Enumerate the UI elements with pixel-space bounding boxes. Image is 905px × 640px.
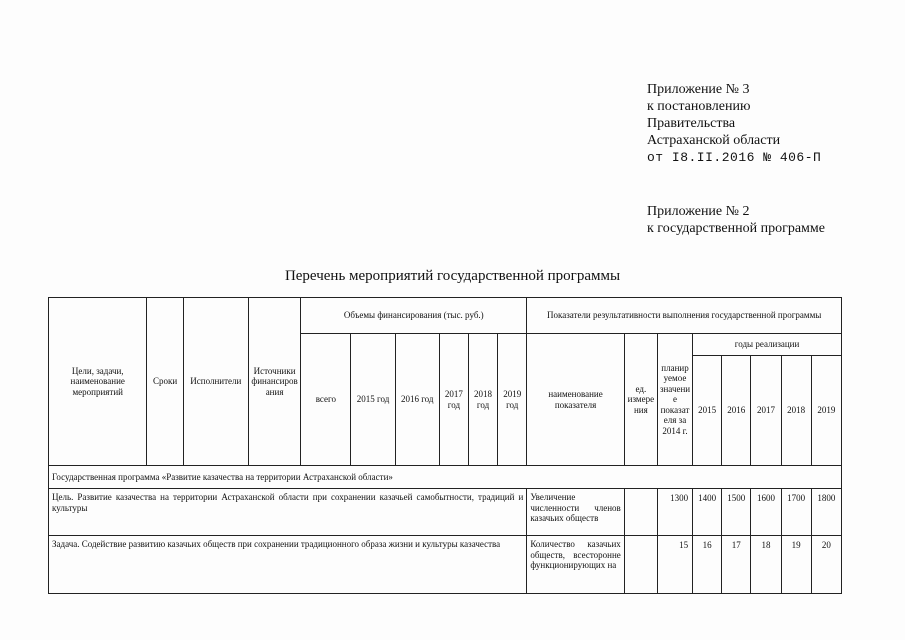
appendix-2-title: Приложение № 2 bbox=[647, 204, 750, 219]
appendix-3-line: к постановлению bbox=[647, 99, 751, 114]
measures-table bbox=[48, 297, 842, 594]
appendix-2-header bbox=[647, 203, 825, 237]
header-indicator-name: наименование показателя bbox=[527, 334, 624, 466]
header-col-2015: 2015 bbox=[693, 356, 722, 466]
header-planned-2014: планируемое значение показателя за 2014 г. bbox=[657, 334, 692, 466]
header-unit: ед. измерения bbox=[624, 334, 657, 466]
header-year-2015: 2015 год bbox=[351, 334, 395, 466]
header-year-2017: 2017 год bbox=[439, 334, 468, 466]
program-row: Государственная программа «Развитие казачества на территории Астраханской области» bbox=[49, 466, 842, 489]
goal-indicator: Увеличение численности членов казачьих обществ bbox=[527, 489, 624, 536]
task-2015: 16 bbox=[693, 536, 722, 594]
task-2018: 19 bbox=[781, 536, 811, 594]
header-year-2019: 2019 год bbox=[498, 334, 527, 466]
task-planned: 15 bbox=[657, 536, 692, 594]
header-year-2018: 2018 год bbox=[468, 334, 497, 466]
goal-text: Цель. Развитие казачества на территории Астраханской области при сохранении казачьей самобытности, традиций и культуры bbox=[49, 489, 527, 536]
header-year-2016: 2016 год bbox=[395, 334, 439, 466]
header-funding: Объемы финансирования (тыс. руб.) bbox=[301, 298, 527, 334]
header-goals: Цели, задачи, наименование мероприятий bbox=[49, 298, 147, 466]
header-indicators: Показатели результативности выполнения государственной программы bbox=[527, 298, 842, 334]
decree-date-number: от I8.II.2016 № 406-П bbox=[647, 150, 822, 165]
task-indicator: Количество казачьих обществ, всесторонне функционирующих на bbox=[527, 536, 624, 594]
goal-2015: 1400 bbox=[693, 489, 722, 536]
goal-planned: 1300 bbox=[657, 489, 692, 536]
appendix-3-line: Астраханской области bbox=[647, 133, 781, 148]
task-2016: 17 bbox=[722, 536, 751, 594]
header-col-2019: 2019 bbox=[811, 356, 841, 466]
header-executors: Исполнители bbox=[183, 298, 248, 466]
header-terms: Сроки bbox=[147, 298, 183, 466]
page-title: Перечень мероприятий государственной программы bbox=[284, 268, 621, 284]
task-2017: 18 bbox=[751, 536, 781, 594]
goal-2019: 1800 bbox=[811, 489, 841, 536]
goal-unit bbox=[624, 489, 657, 536]
goal-2016: 1500 bbox=[722, 489, 751, 536]
header-col-2017: 2017 bbox=[751, 356, 781, 466]
header-col-2018: 2018 bbox=[781, 356, 811, 466]
goal-2017: 1600 bbox=[751, 489, 781, 536]
header-sources: Источники финансирования bbox=[248, 298, 300, 466]
header-col-2016: 2016 bbox=[722, 356, 751, 466]
appendix-3-title: Приложение № 3 bbox=[647, 82, 750, 97]
header-total: всего bbox=[301, 334, 351, 466]
goal-2018: 1700 bbox=[781, 489, 811, 536]
appendix-2-line: к государственной программе bbox=[647, 221, 825, 236]
task-text: Задача. Содействие развитию казачьих обществ при сохранении традиционного образа жизни и культуры казачества bbox=[49, 536, 527, 594]
task-2019: 20 bbox=[811, 536, 841, 594]
appendix-3-line: Правительства bbox=[647, 116, 736, 131]
appendix-3-header bbox=[647, 81, 821, 166]
header-years-of-implementation: годы реализации bbox=[693, 334, 842, 356]
task-unit bbox=[624, 536, 657, 594]
